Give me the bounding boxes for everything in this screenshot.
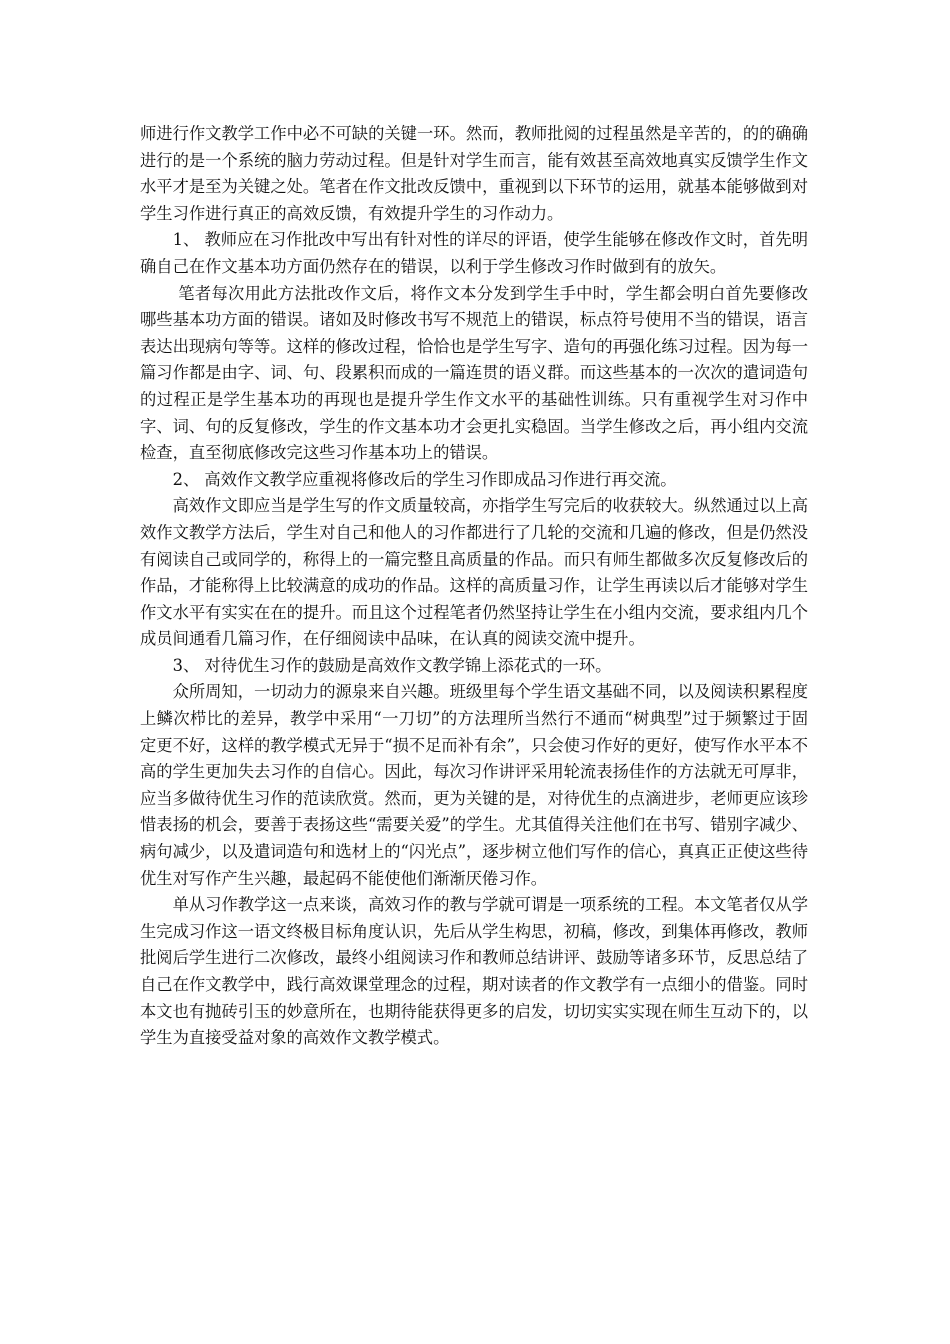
list-item-3: 3、 对待优生习作的鼓励是高效作文教学锦上添花式的一环。 (172, 655, 612, 675)
list-item-2: 2、 高效作文教学应重视将修改后的学生习作即成品习作进行再交流。 (172, 469, 677, 489)
paragraph-body-3: 众所周知，一切动力的源泉来自兴趣。班级里每个学生语文基础不同，以及阅读积累程度上鳞次栉比的差异，教学中采用“一刀切”的方法理所当然行不通而“树典型”过于频繁过于固定更不好，这样的教学模式无异于“损不足而补有余”，只会使习作好的更好，使写作水平本不高的学生更加失去习作的自信心。因此，每次习作讲评采用轮流表扬佳作的方法就无可厚非，应当多做待优生习作的范读欣赏。然而，更为关键的是，对待优生的点滴进步，老师更应该珍惜表扬的机会，要善于表扬这些“需要关爱”的学生。尤其值得关注他们在书写、错别字减少、病句减少，以及遣词造句和选材上的“闪光点”，逐步树立他们写作的信心，真真正正使这些待优生对写作产生兴趣，最起码不能使他们渐渐厌倦习作。 (140, 682, 808, 888)
paragraph-body-1: 笔者每次用此方法批改作文后，将作文本分发到学生手中时，学生都会明白首先要修改哪些基本功方面的错误。诸如及时修改书写不规范上的错误，标点符号使用不当的错误，语言表达出现病句等等。这样的修改过程，恰恰也是学生写字、造句的再强化练习过程。因为每一篇习作都是由字、词、句、段累积而成的一篇连贯的语义群。而这些基本的一次次的遣词造句的过程正是学生基本功的再现也是提升学生作文水平的基础性训练。只有重视学生对习作中字、词、句的反复修改，学生的作文基本功才会更扎实稳固。当学生修改之后，再小组内交流检查，直至彻底修改完这些习作基本功上的错误。 (140, 283, 808, 463)
paragraph-body-2: 高效作文即应当是学生写的作文质量较高，亦指学生写完后的收获较大。纵然通过以上高效作文教学方法后，学生对自己和他人的习作都进行了几轮的交流和几遍的修改，但是仍然没有阅读自己或同学的，称得上的一篇完整且高质量的作品。而只有师生都做多次反复修改后的作品，才能称得上比较满意的成功的作品。这样的高质量习作，让学生再读以后才能够对学生作文水平有实实在在的提升。而且这个过程笔者仍然坚持让学生在小组内交流，要求组内几个成员间通看几篇习作，在仔细阅读中品味，在认真的阅读交流中提升。 (140, 496, 808, 649)
list-item-1: 1、 教师应在习作批改中写出有针对性的详尽的评语，使学生能够在修改作文时，首先明确自己在作文基本功方面仍然存在的错误，以利于学生修改习作时做到有的放矢。 (140, 230, 808, 276)
paragraph-continuation: 师进行作文教学工作中必不可缺的关键一环。然而，教师批阅的过程虽然是辛苦的，的的确确进行的是一个系统的脑力劳动过程。但是针对学生而言，能有效甚至高效地真实反馈学生作文水平才是至为关键之处。笔者在作文批改反馈中，重视到以下环节的运用，就基本能够做到对学生习作进行真正的高效反馈，有效提升学生的习作动力。 (140, 124, 808, 223)
document-body (140, 121, 808, 1052)
paragraph-conclusion: 单从习作教学这一点来谈，高效习作的教与学就可谓是一项系统的工程。本文笔者仅从学生完成习作这一语文终极目标角度认识，先后从学生构思，初稿，修改，到集体再修改，教师批阅后学生进行二次修改，最终小组阅读习作和教师总结讲评、鼓励等诸多环节，反思总结了自己在作文教学中，践行高效课堂理念的过程，期对读者的作文教学有一点细小的借鉴。同时本文也有抛砖引玉的妙意所在，也期待能获得更多的启发，切切实实实现在师生互动下的，以学生为直接受益对象的高效作文教学模式。 (140, 895, 808, 1048)
